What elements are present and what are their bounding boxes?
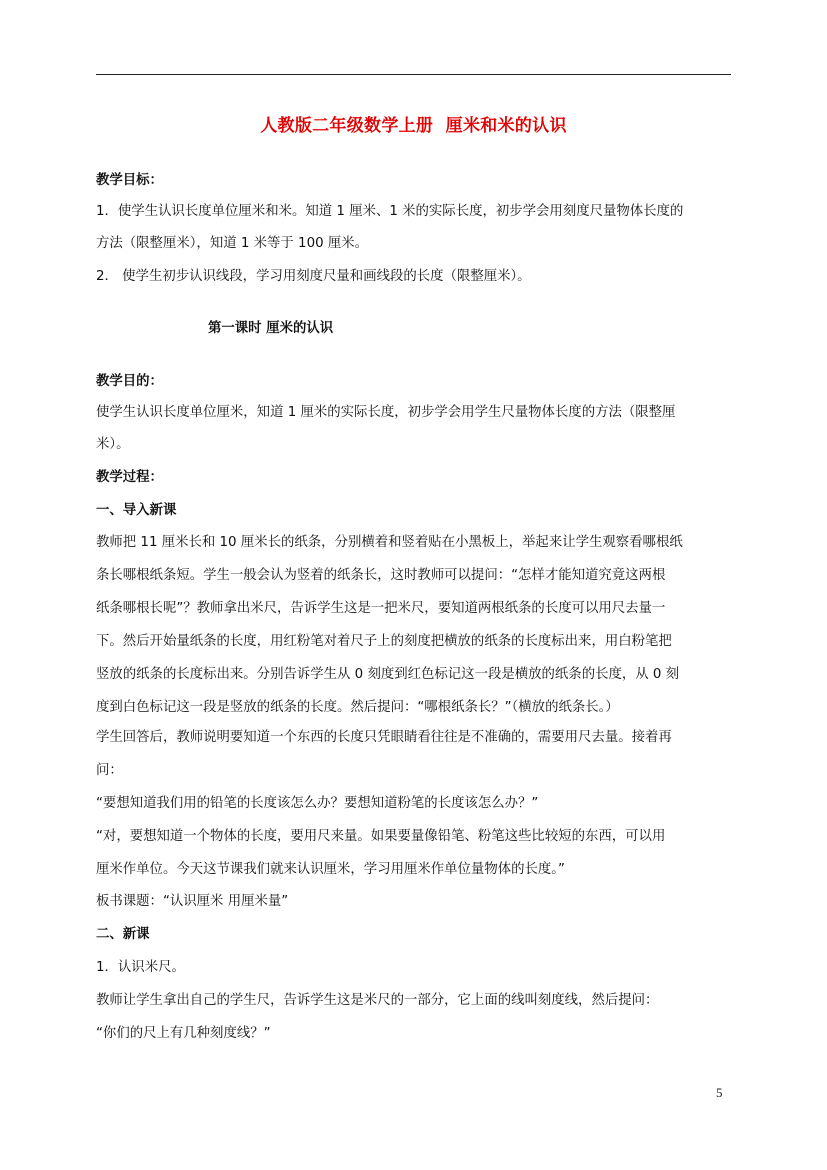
paragraph-line: 教师把 11 厘米长和 10 厘米长的纸条，分别横着和竖着贴在小黑板上，举起来让学生观察看哪根纸 [96, 535, 683, 550]
document-title: 人教版二年级数学上册 厘米和米的认识 [260, 116, 567, 136]
board-title-line: 板书课题：“认识厘米 用厘米量” [96, 894, 289, 909]
lesson-heading: 第一课时 厘米的认识 [208, 321, 334, 336]
section-heading-intro: 一、导入新课 [96, 503, 177, 518]
paragraph-line: 竖放的纸条的长度标出来。分别告诉学生从 0 刻度到红色标记这一段是横放的纸条的长度，从 0 刻 [96, 667, 680, 682]
goal-item-1-line-2: 方法（限整厘米），知道 1 米等于 100 厘米。 [96, 236, 369, 251]
purpose-heading: 教学目的： [96, 374, 163, 389]
quote-line: 厘米作单位。今天这节课我们就来认识厘米，学习用厘米作单位量物体的长度。” [96, 862, 565, 877]
quote-line: “你们的尺上有几种刻度线？” [96, 1026, 271, 1041]
goal-item-2: 2． 使学生初步认识线段，学习用刻度尺量和画线段的长度（限整厘米）。 [96, 269, 531, 284]
paragraph-line: 教师让学生拿出自己的学生尺，告诉学生这是米尺的一部分，它上面的线叫刻度线，然后提问： [96, 993, 659, 1008]
process-heading: 教学过程： [96, 470, 163, 485]
goal-item-1-line-1: 1．使学生认识长度单位厘米和米。知道 1 厘米、1 米的实际长度，初步学会用刻度尺量物体长度的 [96, 204, 684, 219]
paragraph-line: 度到白色标记这一段是竖放的纸条的长度。然后提问：“哪根纸条长？”（横放的纸条长。） [96, 700, 619, 715]
purpose-line-2: 米）。 [96, 437, 130, 452]
purpose-line-1: 使学生认识长度单位厘米，知道 1 厘米的实际长度，初步学会用学生尺量物体长度的方法（限整厘 [96, 405, 676, 420]
quote-line: “要想知道我们用的铅笔的长度该怎么办？要想知道粉笔的长度该怎么办？” [96, 796, 539, 811]
paragraph-line: 学生回答后，教师说明要知道一个东西的长度只凭眼睛看往往是不准确的，需要用尺去量。接着再 [96, 730, 672, 745]
page-number: 5 [716, 1085, 723, 1100]
paragraph-line: 下。然后开始量纸条的长度，用红粉笔对着尺子上的刻度把横放的纸条的长度标出来，用白粉笔把 [96, 634, 672, 649]
list-item: 1．认识米尺。 [96, 960, 185, 975]
goals-heading: 教学目标： [96, 173, 163, 188]
paragraph-line: 条长哪根纸条短。学生一般会认为竖着的纸条长，这时教师可以提问：“怎样才能知道究竟这两根 [96, 568, 666, 583]
header-rule [96, 74, 731, 75]
section-heading-new-lesson: 二、新课 [96, 927, 150, 942]
quote-line: “对，要想知道一个物体的长度，要用尺来量。如果要量像铅笔、粉笔这些比较短的东西，可以用 [96, 829, 666, 844]
paragraph-line: 纸条哪根长呢”？教师拿出米尺，告诉学生这是一把米尺，要知道两根纸条的长度可以用尺去量一 [96, 601, 666, 616]
paragraph-line: 问： [96, 763, 123, 778]
